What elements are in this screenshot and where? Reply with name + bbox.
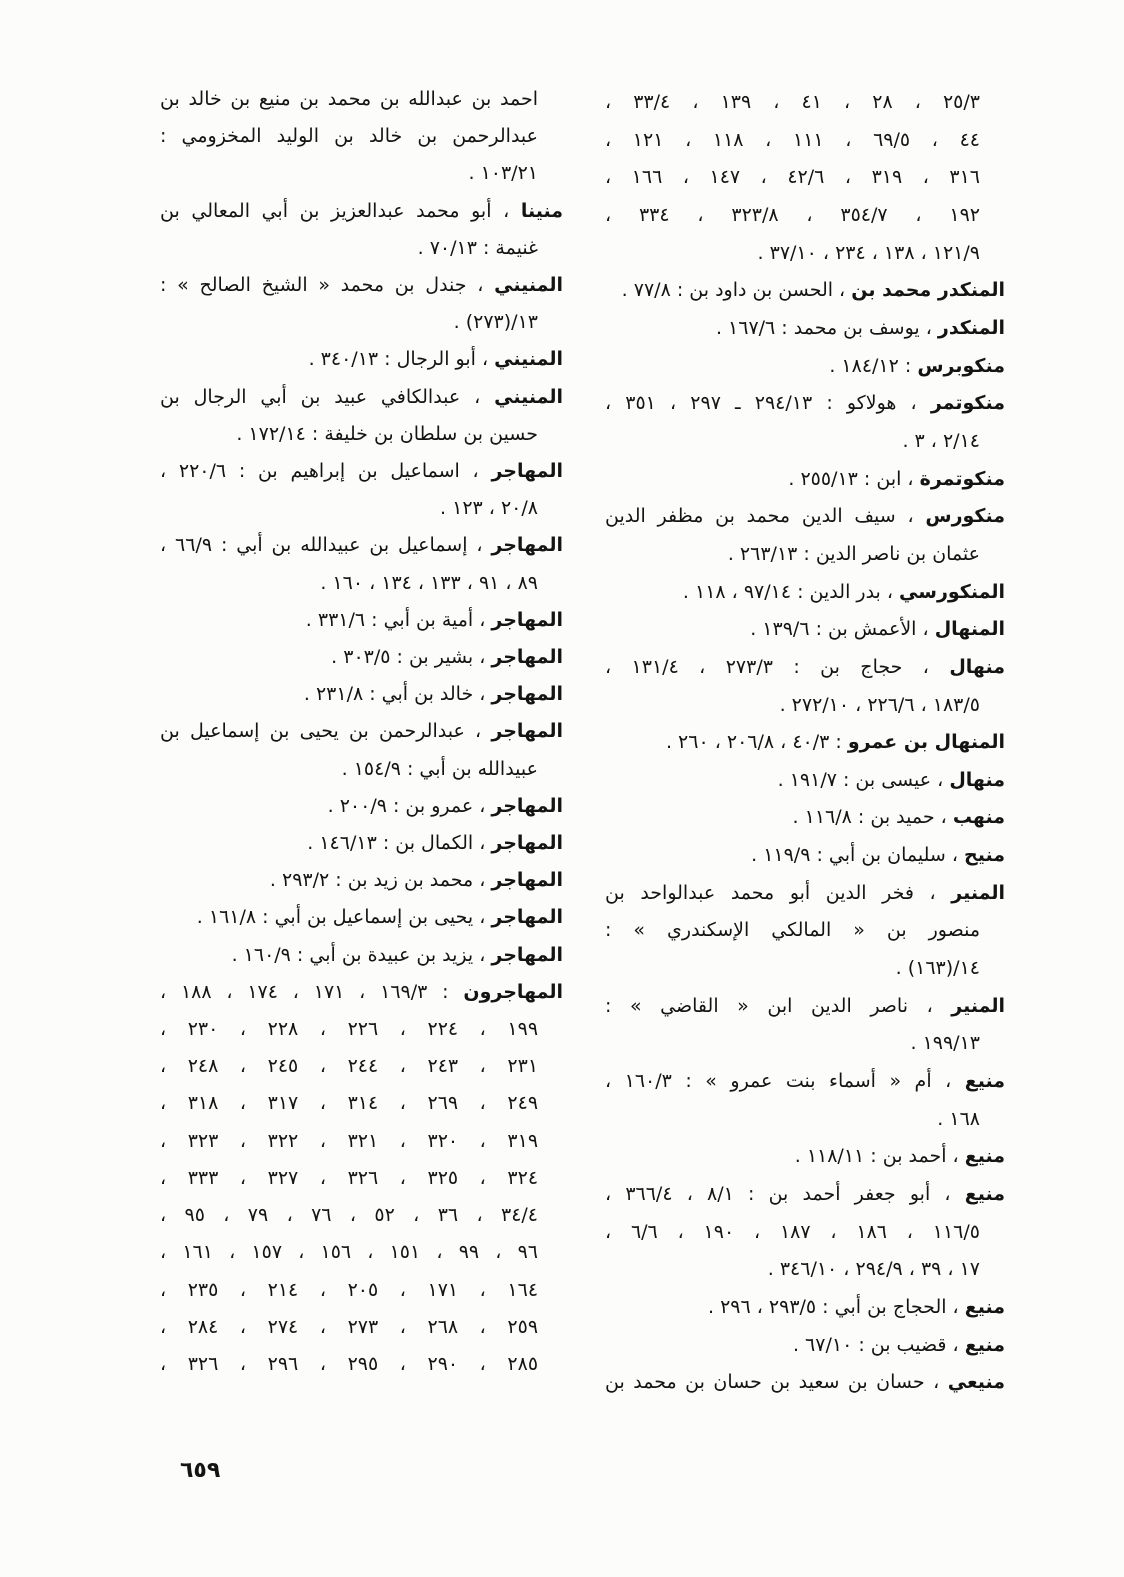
entry-text: ، هولاكو : ٢٩٤/١٣ ـ ٢٩٧ ، ٣٥١ ، <box>605 392 917 415</box>
entry-first-line <box>605 1327 1005 1365</box>
entry-continuation-line <box>160 565 563 602</box>
index-entry <box>605 1063 1005 1138</box>
entry-text: ١٩٩/١٣ . <box>910 1032 980 1055</box>
entry-headword: منيع <box>964 1070 1005 1093</box>
entry-headword: منيع <box>964 1333 1005 1356</box>
entry-text: ١٢١/٩ ، ١٣٨ ، ٢٣٤ ، ٣٧/١٠ . <box>757 241 980 264</box>
entry-headword: المنكدر <box>937 316 1005 339</box>
entry-text: ١٤/(١٦٣) . <box>895 957 980 980</box>
index-entry <box>605 385 1005 460</box>
entry-headword: المهاجر <box>491 832 563 855</box>
entry-headword: المهاجر <box>491 646 563 669</box>
entry-text: ، يحيى بن إسماعيل بن أبي : ١٦١/٨ . <box>196 906 486 929</box>
index-entry <box>160 453 563 527</box>
entry-headword: المنير <box>951 994 1006 1017</box>
entry-headword: منكوتمرة <box>919 467 1005 490</box>
entry-text: ، خالد بن أبي : ٢٣١/٨ . <box>303 683 486 706</box>
entry-continuation-line <box>605 687 1005 725</box>
index-entry <box>605 1327 1005 1365</box>
entry-first-line <box>605 611 1005 649</box>
entry-first-line <box>160 937 563 974</box>
entry-headword: منهال <box>949 655 1005 678</box>
entry-text: غنيمة : ٧٠/١٣ . <box>417 236 538 259</box>
index-entry <box>160 341 563 378</box>
entry-first-line <box>605 310 1005 348</box>
entry-text: ١٠٣/٢١ . <box>468 162 538 185</box>
entry-first-line <box>160 862 563 899</box>
entry-first-line <box>160 527 563 564</box>
entry-headword: منيع <box>964 1183 1005 1206</box>
entry-text: : ١٨٤/١٢ . <box>829 354 912 377</box>
entry-text: ٣٢٤ ، ٣٢٥ ، ٣٢٦ ، ٣٢٧ ، ٣٣٣ ، <box>160 1166 539 1189</box>
entry-first-line <box>160 81 563 118</box>
entry-headword: المهاجر <box>491 869 563 892</box>
index-entry <box>160 602 563 639</box>
index-entry <box>605 611 1005 649</box>
entry-text: ، بدر الدين : ٩٧/١٤ ، ١١٨ . <box>682 580 893 603</box>
index-entry <box>160 937 563 974</box>
entry-headword: المهاجر <box>491 608 563 631</box>
entry-continuation-line <box>160 1234 563 1271</box>
entry-continuation-line <box>605 423 1005 461</box>
entry-first-line <box>605 1176 1005 1214</box>
index-entry <box>160 974 563 1383</box>
entry-headword: المنير <box>951 881 1006 904</box>
entry-first-line <box>160 341 563 378</box>
index-entry <box>160 899 563 936</box>
entry-headword: منيعي <box>947 1371 1005 1394</box>
entry-continuation-line <box>160 1085 563 1122</box>
index-entry <box>160 788 563 825</box>
index-entry <box>605 724 1005 762</box>
entry-first-line <box>160 899 563 936</box>
entry-first-line <box>605 1138 1005 1176</box>
entry-text: ، أبو جعفر أحمد بن : ٨/١ ، ٣٦٦/٤ ، <box>605 1183 951 1206</box>
entry-text: منصور بن « المالكي الإسكندري » : <box>605 919 980 942</box>
entry-text: عثمان بن ناصر الدين : ٢٦٣/١٣ . <box>727 542 980 565</box>
entry-text: ١٩٢ ، ٣٥٤/٧ ، ٣٢٣/٨ ، ٣٣٤ ، <box>605 203 981 226</box>
entry-continuation-line <box>605 1101 1005 1139</box>
page-number: ٦٥٩ <box>180 1458 221 1483</box>
entry-first-line <box>160 713 563 750</box>
entry-text: ٢/١٤ ، ٣ . <box>902 429 980 452</box>
index-entry <box>605 988 1005 1063</box>
entry-continuation-line <box>160 1160 563 1197</box>
entry-first-line <box>160 379 563 416</box>
entry-text: ، بشير بن : ٣٠٣/٥ . <box>331 646 486 669</box>
entry-headword: المنكورسي <box>899 580 1005 603</box>
entry-text: ٢٣١ ، ٢٤٣ ، ٢٤٤ ، ٢٤٥ ، ٢٤٨ ، <box>160 1055 539 1078</box>
entry-text: عبيدالله بن أبي : ١٥٤/٩ . <box>341 757 538 780</box>
index-entry <box>605 875 1005 988</box>
entry-first-line <box>605 724 1005 762</box>
entry-text: ، الحجاج بن أبي : ٢٩٣/٥ ، ٢٩٦ . <box>707 1296 959 1318</box>
entry-text: احمد بن عبدالله بن محمد بن منيع بن خالد بن <box>160 88 538 110</box>
entry-continuation-line <box>160 1346 563 1383</box>
entry-first-line <box>605 988 1005 1026</box>
entry-text: ، اسماعيل بن إبراهيم بن : ٢٢٠/٦ ، <box>160 460 479 483</box>
entry-first-line <box>605 1063 1005 1101</box>
entry-text: ١٣/(٢٧٣) . <box>453 311 538 334</box>
entry-text: ٩٦ ، ٩٩ ، ١٥١ ، ١٥٦ ، ١٥٧ ، ١٦١ ، <box>160 1241 538 1264</box>
index-entry <box>605 799 1005 837</box>
entry-first-line <box>160 676 563 713</box>
entry-first-line <box>160 193 563 230</box>
entry-continuation-line <box>605 197 1005 235</box>
index-entry <box>605 310 1005 348</box>
entry-first-line <box>605 348 1005 386</box>
index-entry <box>605 1364 1005 1402</box>
entry-text: ٨٩ ، ٩١ ، ١٣٣ ، ١٣٤ ، ١٦٠ . <box>320 571 538 594</box>
entry-text: ١٧ ، ٣٩ ، ٢٩٤/٩ ، ٣٤٦/١٠ . <box>767 1258 980 1281</box>
entry-text: ، حجاج بن : ٢٧٣/٣ ، ١٣١/٤ ، <box>605 655 929 678</box>
entry-text: ، عبدالرحمن بن يحيى بن إسماعيل بن <box>160 720 482 743</box>
entry-continuation-line <box>605 235 1005 273</box>
entry-continuation-line <box>160 1048 563 1085</box>
entry-first-line <box>605 84 1005 122</box>
entry-text: ٢٨٥ ، ٢٩٠ ، ٢٩٥ ، ٢٩٦ ، ٣٢٦ ، <box>160 1352 539 1375</box>
entry-text: ، إسماعيل بن عبيدالله بن أبي : ٦٦/٩ ، <box>160 534 483 557</box>
entry-text: ، قضيب بن : ٦٧/١٠ . <box>792 1333 959 1356</box>
entry-first-line <box>160 825 563 862</box>
entry-text: ، يزيد بن عبيدة بن أبي : ١٦٠/٩ . <box>231 943 486 966</box>
entry-first-line <box>605 762 1005 800</box>
index-entry <box>160 639 563 676</box>
entry-text: ، حسان بن سعيد بن حسان بن محمد بن <box>605 1371 940 1394</box>
index-entry <box>605 498 1005 573</box>
entry-headword: المهاجر <box>491 534 563 557</box>
entry-continuation-line <box>160 230 563 267</box>
entry-headword: المهاجر <box>491 906 563 929</box>
index-entry <box>605 574 1005 612</box>
entry-continuation-line <box>160 490 563 527</box>
entry-first-line <box>605 1289 1005 1327</box>
entry-first-line <box>605 799 1005 837</box>
index-entry <box>605 1138 1005 1176</box>
entry-text: ٣١٩ ، ٣٢٠ ، ٣٢١ ، ٣٢٢ ، ٣٢٣ ، <box>160 1129 539 1152</box>
entry-continuation-line <box>605 122 1005 160</box>
entry-headword: المهاجر <box>491 720 563 743</box>
index-entry <box>160 676 563 713</box>
entry-headword: المهاجر <box>491 794 563 817</box>
index-entry <box>605 461 1005 499</box>
entry-headword: المنهال بن عمرو <box>847 731 1005 754</box>
index-entry <box>160 379 563 453</box>
entry-continuation-line <box>160 118 563 155</box>
entry-text: ، ناصر الدين ابن « القاضي » : <box>605 994 933 1017</box>
entry-text: ، عمرو بن : ٢٠٠/٩ . <box>327 794 486 817</box>
entry-text: ١١٦/٥ ، ١٨٦ ، ١٨٧ ، ١٩٠ ، ٦/٦ ، <box>605 1220 980 1243</box>
index-entry <box>160 862 563 899</box>
entry-text: ، ابن : ٢٥٥/١٣ . <box>788 467 914 490</box>
entry-continuation-line <box>605 536 1005 574</box>
entry-first-line <box>605 272 1005 310</box>
entry-text: ، أحمد بن : ١١٨/١١ . <box>794 1145 959 1168</box>
entry-continuation-line <box>605 159 1005 197</box>
entry-continuation-line <box>605 950 1005 988</box>
index-entry <box>605 348 1005 386</box>
entry-headword: منهب <box>952 806 1005 829</box>
entry-first-line <box>605 649 1005 687</box>
entry-text: ٢٤٩ ، ٢٦٩ ، ٣١٤ ، ٣١٧ ، ٣١٨ ، <box>160 1092 539 1115</box>
entry-headword: المنيني <box>494 385 563 408</box>
entry-text: ، حميد بن : ١١٦/٨ . <box>792 806 947 829</box>
entry-headword: منكوتمر <box>930 392 1005 415</box>
entry-continuation-line <box>160 1309 563 1346</box>
entry-headword: المهاجر <box>491 683 563 706</box>
entry-continuation-line <box>605 1025 1005 1063</box>
entry-continuation-line <box>160 1123 563 1160</box>
entry-continuation-line <box>160 155 563 192</box>
entry-first-line <box>160 788 563 825</box>
entry-text: عبدالرحمن بن خالد بن الوليد المخزومي : <box>160 125 538 148</box>
index-entry <box>160 193 563 267</box>
entry-text: ١٨٣/٥ ، ٢٢٦/٦ ، ٢٧٢/١٠ . <box>779 693 980 716</box>
index-entry <box>160 825 563 862</box>
index-entry <box>605 1176 1005 1289</box>
index-entry <box>605 649 1005 724</box>
entry-headword: منيح <box>964 844 1005 867</box>
entry-first-line <box>160 267 563 304</box>
entry-first-line <box>605 461 1005 499</box>
entry-first-line <box>605 837 1005 875</box>
index-column-left <box>160 81 563 1383</box>
entry-text: ، يوسف بن محمد : ١٦٧/٦ . <box>715 316 932 339</box>
entry-text: ٤٤ ، ٦٩/٥ ، ١١١ ، ١١٨ ، ١٢١ ، <box>605 128 980 151</box>
entry-continuation-line <box>160 304 563 341</box>
entry-continuation-line <box>605 912 1005 950</box>
index-entry <box>160 267 563 341</box>
entry-text: ، الكمال بن : ١٤٦/١٣ . <box>307 832 486 855</box>
index-entry <box>605 1289 1005 1327</box>
index-entry <box>160 527 563 601</box>
entry-text: ، محمد بن زيد بن : ٢٩٣/٢ . <box>269 869 486 892</box>
entry-headword: منينا <box>520 199 563 222</box>
entry-headword: منكوبرس <box>917 354 1005 377</box>
entry-first-line <box>605 875 1005 913</box>
entry-first-line <box>160 974 563 1011</box>
entry-text: ، الأعمش بن : ١٣٩/٦ . <box>750 618 929 641</box>
entry-text: ، أبو الرجال : ٣٤٠/١٣ . <box>308 348 489 371</box>
entry-text: ٢٥٩ ، ٢٦٨ ، ٢٧٣ ، ٢٧٤ ، ٢٨٤ ، <box>160 1315 539 1338</box>
entry-text: حسين بن سلطان بن خليفة : ١٧٢/١٤ . <box>236 422 538 445</box>
entry-text: ٢٠/٨ ، ١٢٣ . <box>440 497 538 520</box>
entry-first-line <box>160 602 563 639</box>
entry-text: ، عيسى بن : ١٩١/٧ . <box>777 768 944 791</box>
entry-text: ٣٤/٤ ، ٣٦ ، ٥٢ ، ٧٦ ، ٧٩ ، ٩٥ ، <box>160 1204 539 1227</box>
entry-continuation-line <box>605 1214 1005 1252</box>
entry-first-line <box>160 639 563 676</box>
entry-text: ١٦٨ . <box>937 1107 980 1130</box>
entry-text: ، جندل بن محمد « الشيخ الصالح » : <box>160 274 484 297</box>
entry-continuation-line <box>160 1272 563 1309</box>
entry-headword: المهاجر <box>491 460 564 483</box>
index-column-right <box>605 84 1005 1402</box>
entry-continuation-line <box>160 1197 563 1234</box>
entry-text: ، سيف الدين محمد بن مظفر الدين <box>605 505 914 528</box>
entry-text: ٢٥/٣ ، ٢٨ ، ٤١ ، ١٣٩ ، ٣٣/٤ ، <box>605 91 980 113</box>
entry-continuation-line <box>160 1011 563 1048</box>
index-entry <box>160 713 563 787</box>
entry-continuation-line <box>160 416 563 453</box>
entry-first-line <box>160 453 563 490</box>
entry-text: ، أمية بن أبي : ٣٣١/٦ . <box>305 608 486 631</box>
entry-text: : ١٦٩/٣ ، ١٧١ ، ١٧٤ ، ١٨٨ ، <box>160 980 449 1003</box>
index-entry <box>160 81 563 193</box>
entry-first-line <box>605 574 1005 612</box>
entry-headword: منكورس <box>925 505 1005 528</box>
entry-text: ، عبدالكافي عبيد بن أبي الرجال بن <box>160 385 481 408</box>
entry-headword: منهال <box>949 768 1005 791</box>
entry-headword: المنيني <box>494 274 563 297</box>
entry-text: ، الحسن بن داود بن : ٧٧/٨ . <box>621 279 846 302</box>
entry-first-line <box>605 385 1005 423</box>
index-entry <box>605 837 1005 875</box>
index-entry <box>605 84 1005 272</box>
index-entry <box>605 272 1005 310</box>
entry-headword: المهاجر <box>491 943 563 966</box>
entry-text: ، أم « أسماء بنت عمرو » : ١٦٠/٣ ، <box>605 1070 952 1093</box>
entry-continuation-line <box>160 751 563 788</box>
entry-text: ١٦٤ ، ١٧١ ، ٢٠٥ ، ٢١٤ ، ٢٣٥ ، <box>160 1278 539 1301</box>
entry-headword: منيع <box>964 1296 1005 1318</box>
entry-headword: المنيني <box>494 348 563 371</box>
entry-headword: منيع <box>964 1145 1005 1168</box>
entry-headword: المنكدر محمد بن <box>851 279 1005 302</box>
entry-text: ، فخر الدين أبو محمد عبدالواحد بن <box>605 881 936 904</box>
entry-text: : ٤٠/٣ ، ٢٠٦/٨ ، ٢٦٠ . <box>665 731 842 754</box>
entry-text: ٣١٦ ، ٣١٩ ، ٤٢/٦ ، ١٤٧ ، ١٦٦ ، <box>605 166 981 189</box>
entry-first-line <box>605 1364 1005 1402</box>
entry-headword: المهاجرون <box>463 980 563 1003</box>
entry-continuation-line <box>605 1251 1005 1289</box>
entry-text: ، أبو محمد عبدالعزيز بن أبي المعالي بن <box>160 199 510 222</box>
index-entry <box>605 762 1005 800</box>
entry-first-line <box>605 498 1005 536</box>
entry-text: ، سليمان بن أبي : ١١٩/٩ . <box>751 844 958 867</box>
entry-headword: المنهال <box>934 618 1005 641</box>
entry-text: ١٩٩ ، ٢٢٤ ، ٢٢٦ ، ٢٢٨ ، ٢٣٠ ، <box>160 1018 539 1041</box>
